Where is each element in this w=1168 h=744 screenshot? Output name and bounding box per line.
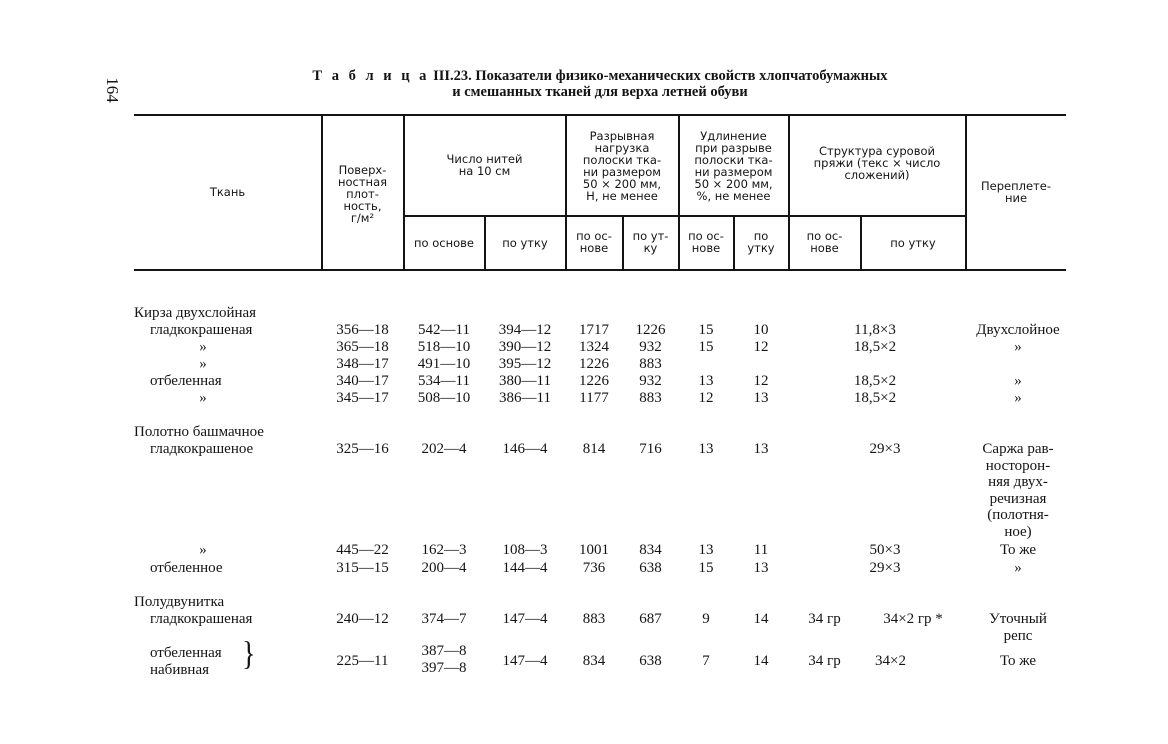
fabric-cell: »: [199, 356, 207, 372]
load-weft-cell: 638: [639, 560, 662, 576]
header-load-line: ни размером: [583, 165, 661, 179]
elong-weft-cell: 10: [753, 322, 769, 338]
elong-weft-cell: 14: [753, 611, 769, 627]
threads-weft-cell: 146—4: [502, 441, 548, 457]
density-cell: 348—17: [336, 356, 389, 372]
load-weft-cell: 638: [639, 653, 662, 669]
threads-warp-cell: 518—10: [417, 339, 471, 355]
header-threads-weft: по утку: [502, 236, 548, 250]
density-cell: 315—15: [336, 560, 389, 576]
yarn-cell: 50×3: [869, 542, 901, 558]
title-line-1: [150, 68, 1050, 84]
elong-warp-cell: 13: [698, 542, 714, 558]
fabric-cell: отбеленная: [150, 373, 222, 389]
header-density-line: плот-: [346, 187, 379, 201]
threads-weft-cell: 390—12: [498, 339, 552, 355]
header-yarn-weft: по утку: [890, 236, 936, 250]
fabric-cell: набивная: [150, 662, 210, 678]
threads-warp-cell: 397—8: [421, 660, 467, 676]
title-line-2: и смешанных тканей для верха летней обуви: [452, 84, 748, 100]
density-cell: 240—12: [336, 611, 389, 627]
header-elongation-warp-line: нове: [691, 241, 721, 255]
brace-mark: }: [242, 635, 256, 673]
elong-warp-cell: 15: [698, 339, 714, 355]
fabric-cell: отбеленное: [150, 560, 223, 576]
load-warp-cell: 834: [582, 653, 606, 669]
load-weft-cell: 687: [639, 611, 662, 627]
elong-weft-cell: 13: [753, 560, 769, 576]
group-title: Полотно башмачное: [134, 424, 264, 440]
header-density: [322, 164, 403, 224]
weave-cell: То же: [999, 542, 1037, 558]
weave-line: (полотня-: [987, 507, 1049, 523]
table-top-rule: [134, 114, 1066, 116]
threads-weft-cell: 394—12: [498, 322, 552, 338]
header-threads: [404, 153, 565, 177]
density-cell: 365—18: [336, 339, 389, 355]
elong-weft-cell: 13: [753, 441, 769, 457]
header-load-line: нагрузка: [594, 141, 650, 155]
threads-warp-cell: 387—8: [421, 643, 467, 659]
fabric-cell: »: [199, 390, 207, 406]
header-density-line: ность,: [343, 199, 382, 213]
header-elongation-weft-line: утку: [747, 241, 775, 255]
header-elongation-weft-line: по: [753, 229, 769, 243]
group-subtitle: гладкокрашеная: [150, 611, 253, 627]
load-weft-cell: 716: [639, 441, 662, 457]
yarn-cell: 18,5×2: [853, 390, 897, 406]
fabric-cell: »: [199, 542, 207, 558]
load-warp-cell: 1177: [579, 390, 609, 406]
fabric-cell: »: [199, 339, 207, 355]
header-load-warp-line: по ос-: [576, 229, 612, 243]
header-yarn-warp-line: по ос-: [806, 229, 843, 243]
load-warp-cell: 814: [582, 441, 606, 457]
elong-weft-cell: 13: [753, 390, 769, 406]
weave-cell: »: [1014, 373, 1022, 389]
yarn-warp-cell: 34 гр: [808, 653, 841, 669]
header-threads-warp: по основе: [414, 236, 474, 250]
header-yarn-warp-line: нове: [810, 241, 839, 255]
weave-line: репс: [1003, 628, 1033, 644]
weave-cell: »: [1014, 390, 1022, 406]
threads-weft-cell: 386—11: [499, 390, 551, 406]
elong-weft-cell: 12: [753, 339, 769, 355]
header-weave-line: Переплете-: [981, 179, 1051, 193]
table-header-rule: [134, 269, 1066, 271]
header-load-line: 50 × 200 мм,: [582, 177, 662, 191]
title-text-1: Показатели физико-механических свойств хлопчатобумажных: [475, 68, 888, 84]
elong-warp-cell: 9: [702, 611, 710, 627]
group-title: Кирза двухслойная: [134, 305, 257, 321]
header-elongation: [679, 130, 788, 202]
load-weft-cell: 932: [639, 339, 662, 355]
yarn-cell: 18,5×2: [853, 339, 897, 355]
density-cell: 345—17: [336, 390, 389, 406]
header-elongation-line: при разрыве: [695, 141, 772, 155]
yarn-warp-cell: 34 гр: [808, 611, 841, 627]
load-weft-cell: 834: [639, 542, 662, 558]
header-elongation-line: полоски тка-: [694, 153, 773, 167]
elong-warp-cell: 15: [698, 560, 714, 576]
load-warp-cell: 1324: [579, 339, 609, 355]
density-cell: 445—22: [336, 542, 389, 558]
table-number: III.23.: [433, 68, 472, 84]
header-load-warp-line: нове: [579, 241, 609, 255]
load-weft-cell: 1226: [635, 322, 666, 338]
density-cell: 225—11: [336, 653, 389, 669]
header-yarn: [789, 145, 965, 181]
group-subtitle: гладкокрашеное: [150, 441, 254, 457]
table-title: [150, 68, 1050, 100]
header-density-line: Поверх-: [338, 163, 387, 177]
threads-weft-cell: 108—3: [502, 542, 548, 558]
header-yarn-warp: [789, 230, 860, 254]
elong-weft-cell: 14: [753, 653, 769, 669]
elong-warp-cell: 13: [698, 373, 714, 389]
header-load: [566, 130, 678, 202]
load-warp-cell: 736: [582, 560, 606, 576]
yarn-weft-cell: 34×2: [875, 653, 906, 669]
weave-cell: То же: [999, 653, 1037, 669]
weave-cell: [962, 611, 1074, 645]
weave-line: Саржа рав-: [982, 441, 1054, 457]
header-load-weft: [623, 230, 678, 254]
load-warp-cell: 1226: [579, 373, 609, 389]
weave-cell: [962, 441, 1074, 540]
header-yarn-line: Структура суровой: [818, 144, 936, 158]
header-elongation-line: ни размером: [694, 165, 773, 179]
weave-line: речизная: [989, 490, 1047, 507]
header-yarn-line: сложений): [844, 168, 910, 182]
load-weft-cell: 883: [639, 390, 662, 406]
density-cell: 340—17: [336, 373, 389, 389]
header-elongation-warp-line: по ос-: [688, 229, 724, 243]
weave-cell: »: [1014, 339, 1022, 355]
elong-weft-cell: 12: [753, 373, 769, 389]
subheader-rule: [565, 215, 678, 217]
group-subtitle: гладкокрашеная: [150, 322, 253, 338]
fabric-cell: отбеленная: [150, 645, 222, 661]
subheader-rule: [788, 215, 965, 217]
header-load-warp: [566, 230, 622, 254]
header-elongation-line: 50 × 200 мм,: [694, 177, 773, 191]
yarn-cell: 29×3: [869, 560, 901, 576]
threads-warp-cell: 491—10: [417, 356, 471, 372]
threads-warp-cell: 508—10: [417, 390, 471, 406]
header-weave: [966, 180, 1066, 204]
load-weft-cell: 883: [639, 356, 662, 372]
load-warp-cell: 883: [582, 611, 606, 627]
yarn-cell: 18,5×2: [853, 373, 897, 389]
elong-weft-cell: 11: [753, 542, 769, 558]
threads-warp-cell: 162—3: [421, 542, 467, 558]
threads-warp-cell: 542—11: [418, 322, 470, 338]
header-elongation-warp: [679, 230, 733, 254]
load-weft-cell: 932: [639, 373, 662, 389]
subheader-rule: [403, 215, 565, 217]
density-cell: 356—18: [336, 322, 389, 338]
header-elongation-line: %, не менее: [696, 189, 771, 203]
threads-weft-cell: 395—12: [498, 356, 552, 372]
header-fabric: Ткань: [209, 185, 246, 199]
header-elongation-weft: [734, 230, 788, 254]
weave-line: ное): [1004, 523, 1032, 540]
header-load-weft-line: ку: [643, 241, 658, 255]
weave-cell: »: [1014, 560, 1022, 576]
header-load-weft-line: по ут-: [632, 229, 669, 243]
header-threads-line: Число нитей: [446, 152, 523, 166]
weave-cell: Двухслойное: [976, 322, 1060, 338]
elong-warp-cell: 7: [702, 653, 710, 669]
yarn-cell: 11,8×3: [854, 322, 896, 338]
elong-warp-cell: 13: [698, 441, 714, 457]
elong-warp-cell: 12: [698, 390, 714, 406]
page-number: 164: [103, 77, 122, 103]
load-warp-cell: 1226: [579, 356, 609, 372]
threads-weft-cell: 147—4: [502, 611, 548, 627]
header-elongation-line: Удлинение: [700, 129, 767, 143]
threads-warp-cell: 374—7: [421, 611, 467, 627]
weave-line: няя двух-: [988, 474, 1048, 490]
table-label: Т а б л и ц а: [312, 68, 430, 84]
threads-weft-cell: 380—11: [499, 373, 551, 389]
weave-line: носторон-: [985, 457, 1051, 474]
threads-weft-cell: 147—4: [502, 653, 548, 669]
threads-warp-cell: 534—11: [418, 373, 470, 389]
header-load-line: полоски тка-: [582, 153, 662, 167]
threads-weft-cell: 144—4: [502, 560, 548, 576]
group-title: Полудвунитка: [134, 594, 225, 610]
threads-warp-cell: 200—4: [421, 560, 467, 576]
header-load-line: Разрывная: [589, 129, 655, 143]
header-density-line: г/м²: [350, 211, 375, 225]
threads-warp-cell: 202—4: [421, 441, 467, 457]
header-weave-line: ние: [1004, 191, 1028, 205]
header-threads-line: на 10 см: [458, 164, 511, 178]
yarn-cell: 29×3: [869, 441, 901, 457]
header-load-line: Н, не менее: [586, 189, 658, 203]
elong-warp-cell: 15: [698, 322, 714, 338]
yarn-weft-cell: 34×2 гр *: [883, 611, 943, 627]
subheader-rule: [678, 215, 788, 217]
weave-line: Уточный: [989, 611, 1047, 627]
header-density-line: ностная: [337, 175, 388, 189]
density-cell: 325—16: [336, 441, 389, 457]
load-warp-cell: 1001: [579, 542, 609, 558]
load-warp-cell: 1717: [579, 322, 609, 338]
header-yarn-line: пряжи (текс × число: [813, 156, 941, 170]
